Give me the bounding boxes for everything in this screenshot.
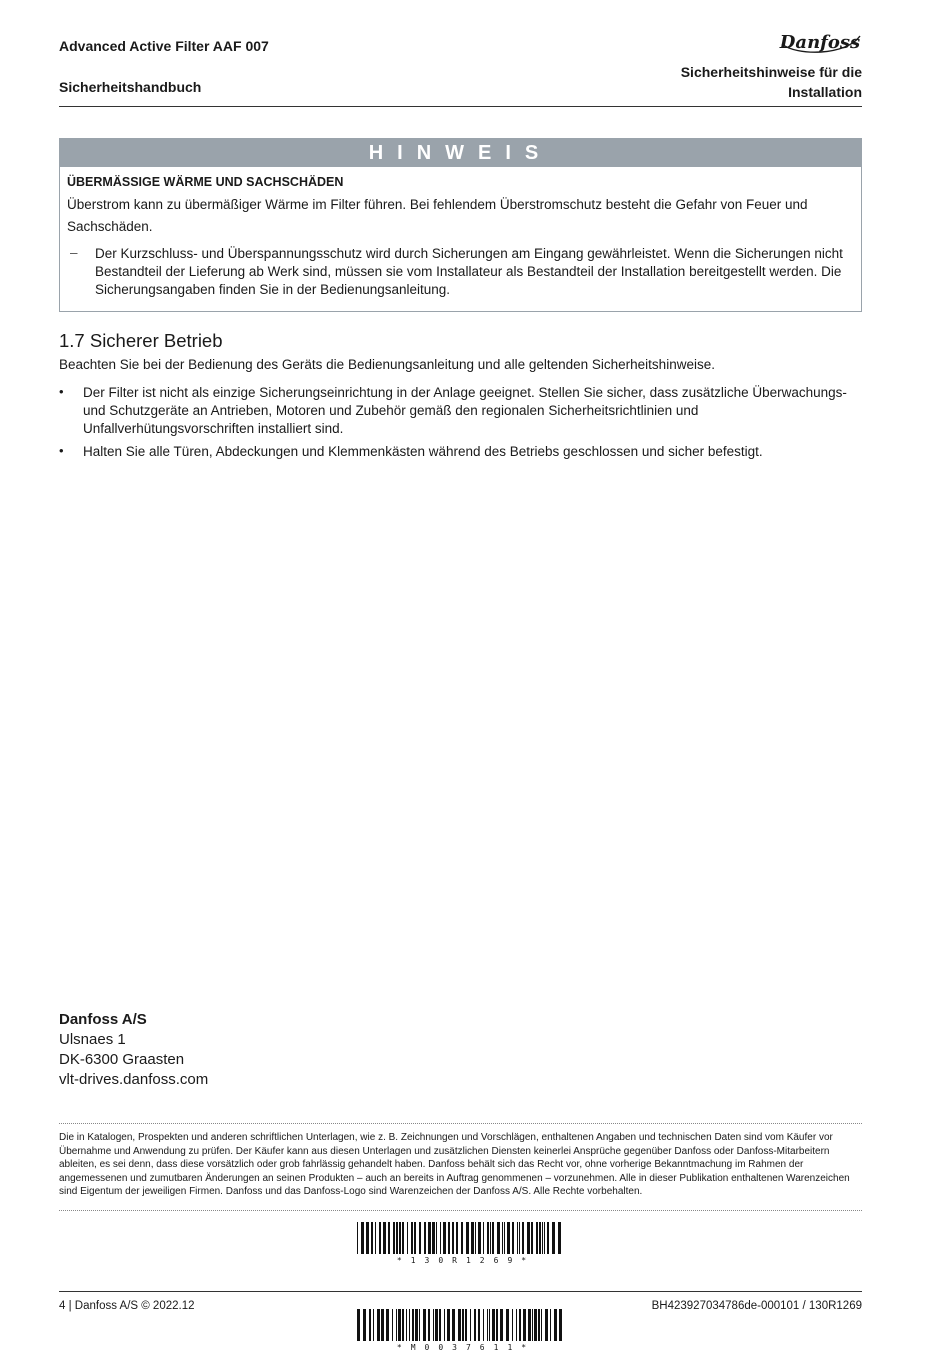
barcode-bar [471,1222,474,1254]
barcode-text: *M0037611* [396,1343,536,1352]
barcode-bar [428,1309,430,1341]
barcode-bar [458,1309,461,1341]
barcode-bar [419,1309,420,1341]
company-name: Danfoss A/S [59,1011,147,1028]
section-intro: Beachten Sie bei der Bedienung des Geräts die Bedienungsanleitung und alle geltenden Sicherheitshinweise. [59,357,715,372]
barcode-bar [478,1309,480,1341]
barcode-bar [371,1222,373,1254]
barcode-image [357,1309,565,1341]
barcode-text: *130R1269* [396,1256,536,1265]
document-title: Advanced Active Filter AAF 007 [59,38,269,54]
barcode-bar [559,1309,562,1341]
barcode-bar [554,1309,557,1341]
barcode-bar [558,1222,561,1254]
barcode-bar [433,1309,434,1341]
barcode-bar [539,1222,541,1254]
bullet-marker: • [59,443,64,458]
barcode-bar [527,1222,530,1254]
barcode-bar [386,1309,389,1341]
barcode-bar [512,1222,514,1254]
section-header-line2: Installation [788,84,862,100]
barcode-bar [366,1222,369,1254]
barcode-bar [496,1309,498,1341]
barcode-bar [492,1222,494,1254]
barcode-bar [487,1222,489,1254]
barcode-bar [489,1309,490,1341]
barcode-bar [444,1309,445,1341]
svg-text:Danfoss: Danfoss [779,32,861,53]
barcode-bar [512,1309,513,1341]
footer-divider [59,1291,862,1292]
barcode-bar [393,1222,395,1254]
barcode-bar [497,1222,500,1254]
bullet-marker: • [59,384,64,399]
barcode-bar [466,1222,469,1254]
barcode-bar [531,1222,533,1254]
barcode-bar [411,1222,413,1254]
barcode-bar [398,1309,401,1341]
barcode-bar [428,1222,431,1254]
barcode-bar [377,1309,380,1341]
barcode-bar [532,1309,533,1341]
barcode-bar [478,1222,481,1254]
notice-dash-marker: – [70,245,78,260]
section-heading: 1.7 Sicherer Betrieb [59,330,223,351]
barcode-bar [439,1309,441,1341]
barcode-bar [419,1222,421,1254]
footer-page-info: 4 | Danfoss A/S © 2022.12 [59,1300,195,1312]
barcode-bar [465,1309,467,1341]
barcode-bar [415,1309,418,1341]
barcode-bar [443,1222,446,1254]
list-item: Der Filter ist nicht als einzige Sicherungseinrichtung in der Anlage geeignet. Stellen Sie sicher, dass zusätzliche Überwachungs- und Schutzgeräte an Antrieben, Motoren und Zubehör gemäß den regionalen Sicherheitsrichtlinien und Unfallverhütungsvorschriften installiert sind. [83,385,847,436]
section-header [602,62,862,102]
notice-bullet: Der Kurzschluss- und Überspannungsschutz wird durch Sicherungen am Eingang gewährleistet. Wenn die Sicherungen nicht Bestandteil der Lieferung ab Werk sind, müssen sie vom Installateur als Bestandteil der Installation bereitgestellt werden. Die Sicherungsangaben finden Sie in der Bedienungsanleitung. [95,246,843,297]
barcode-bar [392,1309,393,1341]
barcode-bar [412,1309,414,1341]
barcode-bar [452,1309,455,1341]
barcode-bar [507,1222,510,1254]
barcode-image [357,1222,565,1254]
barcode-bar [409,1309,410,1341]
barcode-bar [544,1222,545,1254]
notice-label: HINWEIS [60,139,861,167]
disclaimer-divider-top [59,1123,862,1124]
footer-doc-number: BH423927034786de-000101 / 130R1269 [651,1300,862,1312]
barcode-bar [541,1309,542,1341]
barcode-bar [396,1309,397,1341]
barcode-bar [490,1222,491,1254]
barcode-bar [435,1309,438,1341]
barcode-bar [447,1309,450,1341]
barcode-bar [470,1309,471,1341]
barcode-bar [402,1222,404,1254]
barcode-bar [523,1309,526,1341]
list-item: Halten Sie alle Türen, Abdeckungen und Klemmenkästen während des Betriebs geschlossen und sicher befestigt. [83,444,763,459]
disclaimer-divider-bottom [59,1210,862,1211]
barcode-bar [483,1309,484,1341]
barcode-bar [414,1222,416,1254]
barcode-bar [516,1309,517,1341]
barcode-bar [388,1222,390,1254]
barcode-bar [538,1309,540,1341]
document-subtitle: Sicherheitshandbuch [59,79,202,95]
barcode-bar [542,1222,543,1254]
section-header-line1: Sicherheitshinweise für die [680,64,862,80]
barcode-bar [424,1222,426,1254]
barcode-bar [483,1222,484,1254]
barcode-bar [436,1222,437,1254]
barcode-bar [406,1309,407,1341]
barcode-bar [545,1309,548,1341]
barcode-bar [383,1222,386,1254]
barcode-bar [528,1309,531,1341]
barcode-bar [423,1309,426,1341]
notice-box [59,138,862,312]
barcode-bar [432,1222,435,1254]
danfoss-logo [776,26,864,58]
barcode-bar [502,1222,503,1254]
barcode-bar [504,1222,505,1254]
barcode-bar [375,1222,376,1254]
barcode-bar [492,1309,495,1341]
barcode-bar [407,1222,408,1254]
barcode-bar [519,1309,521,1341]
barcode-bar [379,1222,381,1254]
address-street: Ulsnaes 1 [59,1031,126,1048]
barcode-bar [474,1309,476,1341]
barcode-bar [402,1309,404,1341]
company-address [59,1010,208,1090]
barcode-bar [373,1309,374,1341]
disclaimer-text: Die in Katalogen, Prospekten und anderen schriftlichen Unterlagen, wie z. B. Zeichnungen und Vorschlägen, enthaltenen Angaben und technischen Daten sind vom Käufer vor Übernahme und Anwendung zu prüfen. Der Käufer kann aus diesen Unterlagen und zusätzlichen Diensten keinerlei Ansprüche gegenüber Danfoss oder Danfoss-Mitarbeitern ableiten, es sei denn, dass diese vorsätzlich oder grob fahrlässig gehandelt haben. Danfoss behält sich das Recht vor, ohne vorherige Bekanntmachung im Rahmen der angemessenen und zumutbaren Änderungen an seinen Produkten – auch an bereits in Auftrag genommenen – vorzunehmen. Alle in dieser Publikation enthaltenen Warenzeichen sind Eigentum der jeweiligen Firmen. Danfoss und das Danfoss-Logo sind Warenzeichen der Danfoss A/S. Alle Rechte vorbehalten. [59,1132,850,1197]
barcode-bar [399,1222,401,1254]
barcode-bar [357,1222,358,1254]
barcode-bar [506,1309,509,1341]
barcode-bar [361,1222,364,1254]
barcode-bar [475,1222,476,1254]
barcode-bar [487,1309,488,1341]
address-city: DK-6300 Graasten [59,1051,185,1068]
notice-body: Überstrom kann zu übermäßiger Wärme im Filter führen. Bei fehlendem Überstromschutz besteht die Gefahr von Feuer und Sachschäden. [67,197,808,234]
barcode-bar [369,1309,371,1341]
barcode-bar [534,1309,537,1341]
barcode-bar [381,1309,384,1341]
notice-heading: ÜBERMÄSSIGE WÄRME UND SACHSCHÄDEN [67,175,344,189]
barcode-bar [363,1309,366,1341]
barcode-bar [522,1222,524,1254]
barcode-bar [547,1222,549,1254]
barcode-bar [519,1222,520,1254]
barcode-bar [536,1222,538,1254]
barcode-bar [552,1222,555,1254]
barcode-bar [440,1222,441,1254]
company-website: vlt-drives.danfoss.com [59,1071,209,1088]
barcode-bar [550,1309,551,1341]
barcode-bar [456,1222,458,1254]
barcode-bar [500,1309,503,1341]
header-divider [59,106,862,107]
barcode-bar [517,1222,518,1254]
barcode-bar [452,1222,454,1254]
barcode-bar [461,1222,463,1254]
barcode-bar [396,1222,398,1254]
barcode-bar [448,1222,450,1254]
barcode-bar [462,1309,464,1341]
barcode-bar [357,1309,360,1341]
